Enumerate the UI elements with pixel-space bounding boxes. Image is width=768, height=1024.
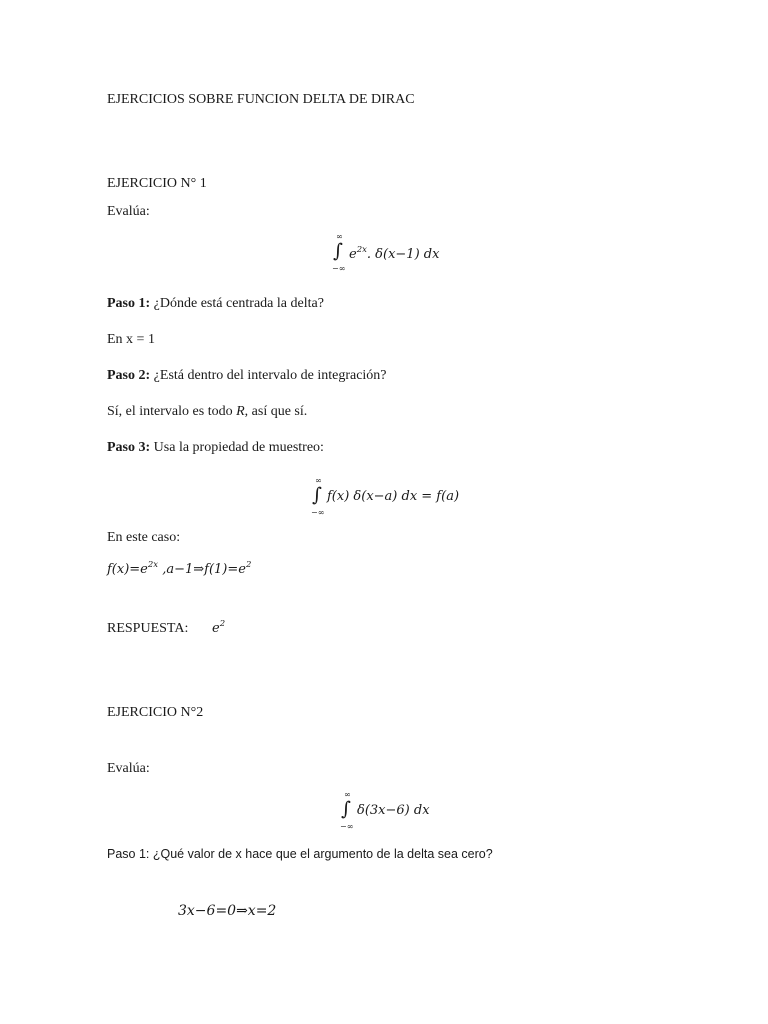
case-formula	[107, 560, 251, 577]
exercise-1-integral	[330, 232, 470, 276]
step-3	[107, 439, 324, 457]
exercise-1-prompt: Evalúa:	[107, 204, 150, 219]
integral-upper-limit: ∞	[336, 232, 343, 241]
document-title: EJERCICIOS SOBRE FUNCION DELTA DE DIRAC	[107, 92, 415, 107]
integrand-rest: . δ(x−1) dx	[366, 247, 440, 262]
step-2-answer-a: Sí, el intervalo es todo	[107, 404, 237, 419]
integral-lower-limit: −∞	[332, 264, 346, 273]
answer-base: e	[212, 621, 220, 636]
step-1-label: Paso 1:	[107, 296, 151, 311]
case-f-exponent: 2x	[147, 560, 159, 570]
exercise-2-heading: EJERCICIO N°2	[107, 705, 204, 720]
step-3-text: Usa la propiedad de muestreo:	[150, 440, 324, 455]
answer-value	[212, 619, 225, 636]
integrand-exponent: 2x	[356, 245, 367, 255]
integral-upper-limit: ∞	[344, 790, 351, 799]
answer-label: RESPUESTA:	[107, 621, 189, 636]
sampling-formula: f(x) δ(x−a) dx = f(a)	[327, 489, 460, 504]
step-2-answer-b: , así que sí.	[244, 404, 308, 419]
step-3-label: Paso 3:	[107, 440, 151, 455]
integral-sign-icon: ∫	[333, 240, 343, 262]
integral-expression	[349, 245, 439, 262]
integral-lower-limit: −∞	[311, 508, 325, 517]
exercise-1-heading: EJERCICIO N° 1	[107, 176, 207, 191]
step-2-label: Paso 2:	[107, 368, 151, 383]
real-set-symbol: R	[236, 404, 245, 419]
step-2-answer	[107, 403, 307, 421]
step-1-answer: En x = 1	[107, 332, 155, 347]
step-1-text: ¿Dónde está centrada la delta?	[150, 296, 324, 311]
case-label: En este caso:	[107, 530, 181, 545]
exercise-2-step-1: Paso 1: ¿Qué valor de x hace que el argumento de la delta sea cero?	[107, 847, 493, 861]
step-2-text: ¿Está dentro del intervalo de integración?	[150, 368, 387, 383]
step-2	[107, 367, 387, 385]
step-1	[107, 295, 324, 313]
case-f: f(x)=e	[107, 562, 148, 577]
answer-exponent: 2	[219, 619, 226, 629]
integral-sign-icon: ∫	[341, 798, 351, 820]
integral-upper-limit: ∞	[315, 476, 322, 485]
exercise-2-step-1-equation: 3x−6=0⇒x=2	[178, 903, 277, 919]
case-rest: ,a−1⇒f(1)=e	[158, 562, 246, 577]
integral-sign-icon: ∫	[312, 484, 322, 506]
exercise-2-integral	[338, 790, 448, 834]
exercise-2-prompt: Evalúa:	[107, 761, 150, 776]
case-rest-exponent: 2	[245, 560, 252, 570]
sampling-property-formula	[309, 476, 479, 520]
integrand: δ(3x−6) dx	[357, 803, 430, 818]
integrand-base: e	[349, 247, 357, 262]
integral-lower-limit: −∞	[340, 822, 354, 831]
